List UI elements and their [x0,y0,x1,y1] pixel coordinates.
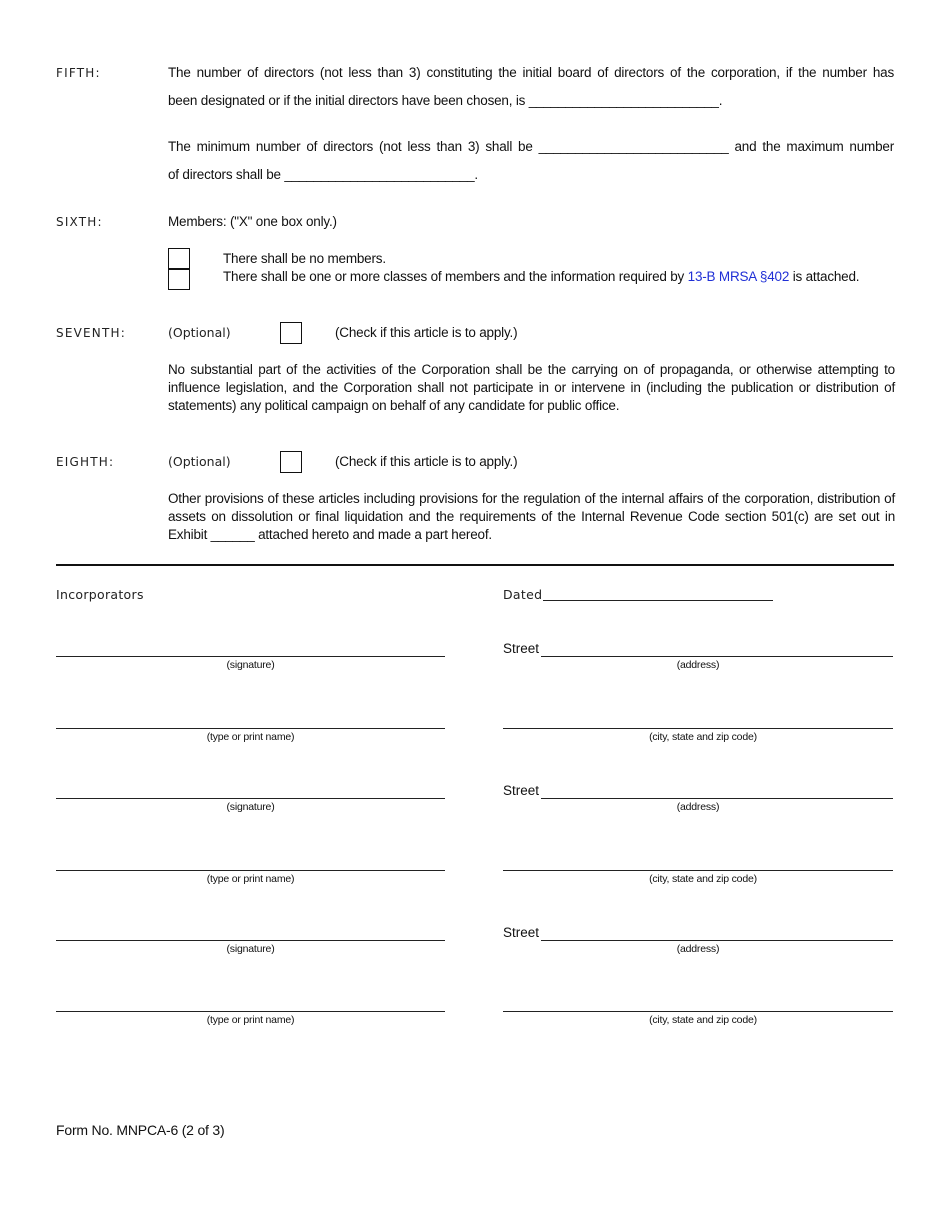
fifth-paragraph-1-line-2: been designated or if the initial directors have been chosen, is __________________________. [168,93,723,108]
seventh-label: SEVENTH: [56,326,126,340]
statute-link[interactable]: 13-B MRSA §402 [687,269,790,284]
incorporator-3-street-label: Street [503,925,540,940]
incorporator-1-name-line[interactable] [56,728,445,729]
incorporator-2-city-caption: (city, state and zip code) [649,873,757,885]
incorporator-1-name-caption: (type or print name) [206,731,295,743]
incorporator-2-city-line[interactable] [503,870,893,871]
no-members-checkbox[interactable] [168,248,190,269]
seventh-optional: (Optional) [168,325,231,340]
incorporator-1-city-caption: (city, state and zip code) [649,731,757,743]
sixth-intro: Members: ("X" one box only.) [168,214,337,229]
fifth-label: FIFTH: [56,66,101,80]
incorporator-3-city-line[interactable] [503,1011,893,1012]
form-number: Form No. MNPCA-6 (2 of 3) [56,1122,225,1138]
incorporator-2-signature-caption: (signature) [226,801,275,813]
eighth-apply-checkbox[interactable] [280,451,302,473]
seventh-body: No substantial part of the activities of the Corporation shall be the carrying on of propaganda, or otherwise attempting to influence legislation, and the Corporation shall not participate in or intervene in (including the publication or distribution of statements) any political campaign on behalf of any candidate for public office. [168,362,895,413]
incorporator-3-name-line[interactable] [56,1011,445,1012]
incorporators-label: Incorporators [56,587,144,602]
fifth-paragraph-2-line-2: of directors shall be __________________________. [168,167,478,182]
incorporator-1-city-line[interactable] [503,728,893,729]
seventh-apply-checkbox[interactable] [280,322,302,344]
incorporator-2-address-caption: (address) [676,801,720,813]
seventh-check-text: (Check if this article is to apply.) [335,325,518,340]
sixth-option-classes-text: There shall be one or more classes of members and the information required by [223,269,688,284]
incorporator-3-signature-line[interactable] [56,940,445,941]
incorporator-2-name-line[interactable] [56,870,445,871]
sixth-option-no-members: There shall be no members. [223,251,386,266]
incorporator-3-name-caption: (type or print name) [206,1014,295,1026]
incorporator-3-street-line[interactable] [541,940,893,941]
incorporator-2-street-label: Street [503,783,540,798]
dated-field[interactable] [543,600,773,601]
incorporator-1-address-caption: (address) [676,659,720,671]
incorporator-2-signature-line[interactable] [56,798,445,799]
eighth-body: Other provisions of these articles including provisions for the regulation of the internal affairs of the corporation, distribution of assets on dissolution or final liquidation and the requirements of the Internal Revenue Code section 501(c) are set out in Exhibit ______ attached hereto and made a part hereof. [168,491,895,542]
eighth-check-text: (Check if this article is to apply.) [335,454,518,469]
fifth-paragraph-1-line-1: The number of directors (not less than 3) constituting the initial board of directors of the corporation, if the number has [168,65,894,80]
fifth-paragraph-2-line-1: The minimum number of directors (not less than 3) shall be __________________________ and the maximum number [168,139,894,154]
incorporator-3-signature-caption: (signature) [226,943,275,955]
classes-of-members-checkbox[interactable] [168,269,190,290]
incorporator-1-street-label: Street [503,641,540,656]
dated-label: Dated [503,587,543,602]
incorporator-3-city-caption: (city, state and zip code) [649,1014,757,1026]
sixth-option-classes-suffix: is attached. [789,269,860,284]
section-divider [56,564,894,566]
incorporator-1-signature-line[interactable] [56,656,445,657]
sixth-label: SIXTH: [56,215,103,229]
incorporator-2-street-line[interactable] [541,798,893,799]
eighth-label: EIGHTH: [56,455,115,469]
incorporator-2-name-caption: (type or print name) [206,873,295,885]
incorporator-3-address-caption: (address) [676,943,720,955]
incorporator-1-street-line[interactable] [541,656,893,657]
incorporator-1-signature-caption: (signature) [226,659,275,671]
eighth-optional: (Optional) [168,454,231,469]
sixth-option-classes [223,268,859,286]
